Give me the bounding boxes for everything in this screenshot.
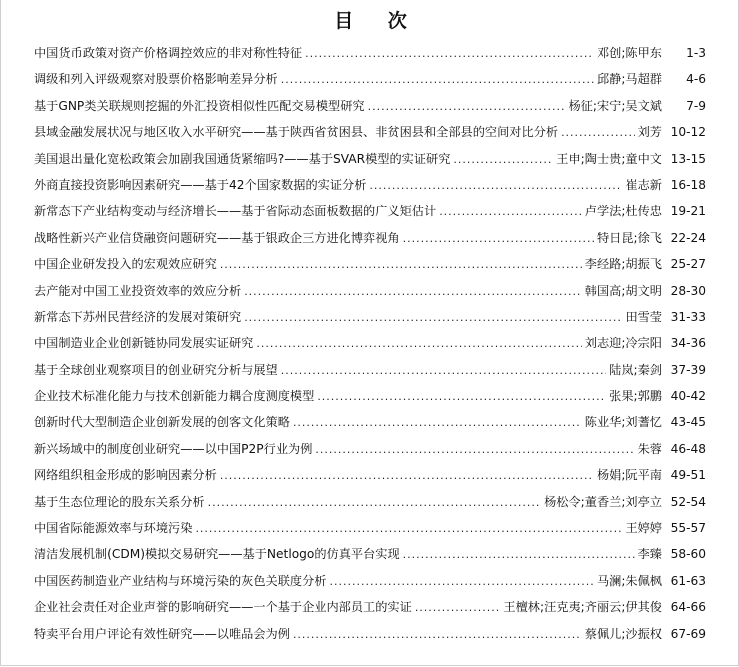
toc-entry [34, 146, 706, 172]
entry-authors: 卢学法;杜传忠 [584, 204, 662, 219]
entry-title: 调级和列入评级观察对股票价格影响差异分析 [34, 72, 278, 87]
entry-authors: 马澜;朱佩枫 [596, 573, 662, 588]
dot-leader [453, 147, 553, 173]
dot-leader [305, 41, 594, 67]
entry-authors: 李臻 [637, 547, 662, 562]
entry-pages: 64-66 [670, 600, 706, 615]
entry-pages: 58-60 [670, 547, 706, 562]
table-of-contents [34, 40, 706, 647]
toc-entry [34, 594, 706, 620]
toc-entry [34, 251, 706, 277]
entry-authors: 陆岚;秦剑 [609, 362, 662, 377]
entry-title: 外商直接投资影响因素研究——基于42个国家数据的实证分析 [34, 177, 367, 192]
toc-entry [34, 621, 706, 647]
dot-leader [317, 384, 606, 410]
dot-leader [195, 516, 622, 542]
entry-authors: 李经路;胡振飞 [584, 257, 662, 272]
toc-entry [34, 541, 706, 567]
entry-title: 新兴场域中的制度创业研究——以中国P2P行业为例 [34, 441, 313, 456]
entry-authors: 蔡佩儿;沙振权 [584, 626, 662, 641]
entry-pages: 67-69 [670, 626, 706, 641]
toc-entry [34, 198, 706, 224]
toc-entry [34, 357, 706, 383]
dot-leader [281, 358, 606, 384]
entry-authors: 邓创;陈甲东 [596, 46, 662, 60]
entry-title: 新常态下苏州民营经济的发展对策研究 [34, 309, 242, 324]
dot-leader [439, 199, 582, 225]
entry-pages: 31-33 [670, 309, 706, 324]
entry-pages: 19-21 [670, 204, 706, 219]
entry-title: 去产能对中国工业投资效率的效应分析 [34, 283, 242, 298]
entry-authors: 杨娟;阮平南 [596, 468, 662, 483]
entry-pages: 7-9 [686, 98, 706, 113]
toc-entry [34, 93, 706, 119]
toc-entry [34, 304, 706, 330]
toc-entry [34, 436, 706, 462]
entry-title: 中国企业研发投入的宏观效应研究 [34, 257, 217, 272]
entry-authors: 杨征;宋宁;吴文斌 [568, 98, 662, 113]
toc-entry [34, 172, 706, 198]
entry-title: 清洁发展机制(CDM)模拟交易研究——基于Netlogo的仿真平台实现 [34, 547, 400, 562]
entry-authors: 韩国高;胡文明 [584, 283, 662, 298]
toc-entry [34, 489, 706, 515]
entry-authors: 刘芳 [637, 125, 662, 140]
entry-title: 创新时代大型制造企业创新发展的创客文化策略 [34, 415, 290, 430]
entry-authors: 刘志迎;冷宗阳 [584, 336, 662, 351]
entry-authors: 陈业华;刘蓍忆 [584, 415, 662, 430]
dot-leader [561, 120, 635, 146]
dot-leader [220, 463, 594, 489]
dot-leader [293, 410, 582, 436]
dot-leader [208, 490, 541, 516]
dot-leader [368, 94, 566, 120]
dot-leader [403, 226, 594, 252]
toc-entry [34, 409, 706, 435]
toc-entry [34, 330, 706, 356]
entry-pages: 22-24 [670, 230, 706, 245]
entry-pages: 49-51 [670, 468, 706, 483]
toc-entry [34, 40, 706, 66]
entry-authors: 王婷婷 [625, 521, 662, 536]
dot-leader [281, 67, 594, 93]
entry-title: 新常态下产业结构变动与经济增长——基于省际动态面板数据的广义矩估计 [34, 204, 437, 219]
dot-leader [220, 252, 582, 278]
entry-title: 战略性新兴产业信贷融资问题研究——基于银政企三方进化博弈视角 [34, 230, 400, 245]
entry-authors: 朱蓉 [637, 441, 662, 456]
entry-title: 中国制造业企业创新链协同发展实证研究 [34, 336, 254, 351]
entry-authors: 特日昆;徐飞 [596, 230, 662, 245]
toc-entry [34, 225, 706, 251]
toc-entry [34, 515, 706, 541]
entry-pages: 52-54 [670, 494, 706, 509]
entry-title: 网络组织租金形成的影响因素分析 [34, 468, 217, 483]
entry-pages: 43-45 [670, 415, 706, 430]
entry-pages: 16-18 [670, 177, 706, 192]
entry-pages: 10-12 [670, 125, 706, 140]
entry-title: 基于GNP类关联规则挖掘的外汇投资相似性匹配交易模型研究 [34, 98, 365, 113]
dot-leader [369, 173, 622, 199]
entry-authors: 崔志新 [625, 177, 662, 192]
entry-authors: 王申;陶士贵;童中文 [556, 151, 662, 166]
dot-leader [403, 542, 635, 568]
dot-leader [256, 331, 581, 357]
entry-pages: 25-27 [670, 257, 706, 272]
entry-title: 中国医药制造业产业结构与环境污染的灰色关联度分析 [34, 573, 327, 588]
entry-title: 企业技术标准化能力与技术创新能力耦合度测度模型 [34, 389, 315, 404]
toc-entry [34, 383, 706, 409]
dot-leader [244, 305, 622, 331]
toc-entry [34, 278, 706, 304]
entry-title: 基于生态位理论的股东关系分析 [34, 494, 205, 509]
entry-title: 基于全球创业观察项目的创业研究分析与展望 [34, 362, 278, 377]
entry-pages: 55-57 [670, 521, 706, 536]
entry-title: 县域金融发展状况与地区收入水平研究——基于陕西省贫困县、非贫困县和全部县的空间对比分析 [34, 125, 559, 140]
entry-title: 中国省际能源效率与环境污染 [34, 521, 193, 536]
dot-leader [415, 595, 501, 621]
entry-pages: 40-42 [670, 389, 706, 404]
toc-entry [34, 119, 706, 145]
entry-authors: 张果;郭鹏 [609, 389, 662, 404]
toc-entry [34, 568, 706, 594]
entry-title: 中国货币政策对资产价格调控效应的非对称性特征 [34, 46, 303, 60]
entry-pages: 37-39 [670, 362, 706, 377]
entry-authors: 邱静;马超群 [596, 72, 662, 87]
page-title: 目 次 [334, 10, 421, 32]
entry-pages: 4-6 [686, 72, 706, 87]
entry-authors: 田雪莹 [625, 309, 662, 324]
entry-title: 企业社会责任对企业声誉的影响研究——一个基于企业内部员工的实证 [34, 600, 412, 615]
dot-leader [293, 622, 582, 648]
entry-pages: 1-3 [686, 46, 706, 60]
entry-title: 特卖平台用户评论有效性研究——以唯品会为例 [34, 626, 290, 641]
entry-pages: 46-48 [670, 441, 706, 456]
entry-pages: 13-15 [670, 151, 706, 166]
entry-title: 美国退出量化宽松政策会加剧我国通货紧缩吗?——基于SVAR模型的实证研究 [34, 151, 451, 166]
toc-entry [34, 462, 706, 488]
dot-leader [244, 279, 582, 305]
entry-pages: 28-30 [670, 283, 706, 298]
toc-entry [34, 66, 706, 92]
entry-authors: 王檀林;汪克夷;齐丽云;伊其俊 [503, 600, 662, 615]
entry-pages: 34-36 [670, 336, 706, 351]
entry-pages: 61-63 [670, 573, 706, 588]
dot-leader [330, 569, 594, 595]
dot-leader [315, 437, 634, 463]
entry-authors: 杨松令;董香兰;刘亭立 [544, 494, 662, 509]
